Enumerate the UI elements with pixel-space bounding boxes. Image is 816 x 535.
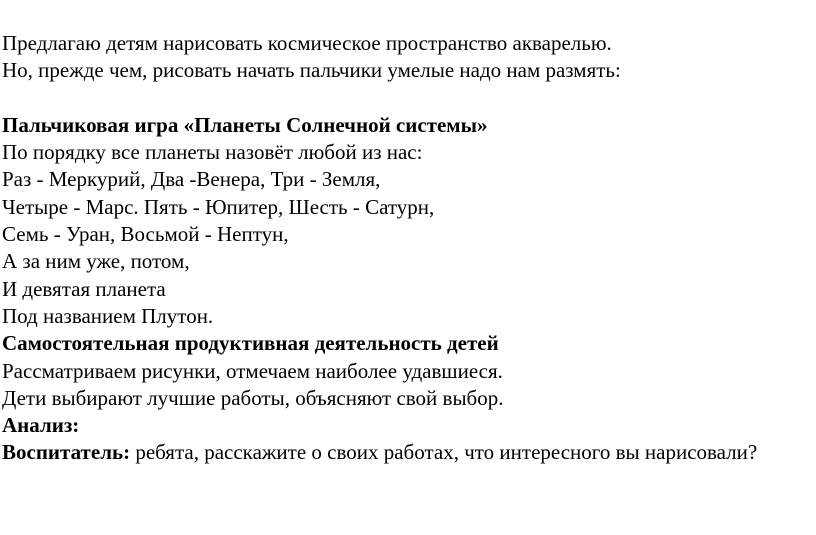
analysis-heading: Анализ: (2, 413, 80, 438)
intro-line-2: Но, прежде чем, рисовать начать пальчики умелые надо нам размять: (2, 58, 621, 83)
blank-line (2, 85, 812, 112)
poem-line-6: И девятая планета (2, 276, 166, 301)
poem-line-3: Четыре - Марс. Пять - Юпитер, Шесть - Сатурн, (2, 194, 435, 219)
poem-line-4: Семь - Уран, Восьмой - Нептун, (2, 222, 289, 247)
poem-line-2: Раз - Меркурий, Два -Венера, Три - Земля, (2, 167, 381, 192)
speaker-label: Воспитатель: (2, 440, 131, 465)
analysis-paragraph (2, 439, 762, 466)
document-page (2, 30, 812, 467)
poem-line-5: А за ним уже, потом, (2, 249, 190, 274)
activity-line-2: Дети выбирают лучшие работы, объясняют свой выбор. (2, 385, 504, 410)
analysis-text: ребята, расскажите о своих работах, что интересного вы нарисовали? (130, 440, 758, 465)
activity-heading: Самостоятельная продуктивная деятельность детей (2, 331, 499, 356)
intro-line-1: Предлагаю детям нарисовать космическое пространство акварелью. (2, 31, 612, 55)
poem-line-7: Под названием Плутон. (2, 303, 214, 328)
poem-line-1: По порядку все планеты назовёт любой из нас: (2, 140, 423, 165)
game-heading: Пальчиковая игра «Планеты Солнечной системы» (2, 112, 488, 137)
activity-line-1: Рассматриваем рисунки, отмечаем наиболее удавшиеся. (2, 358, 503, 383)
